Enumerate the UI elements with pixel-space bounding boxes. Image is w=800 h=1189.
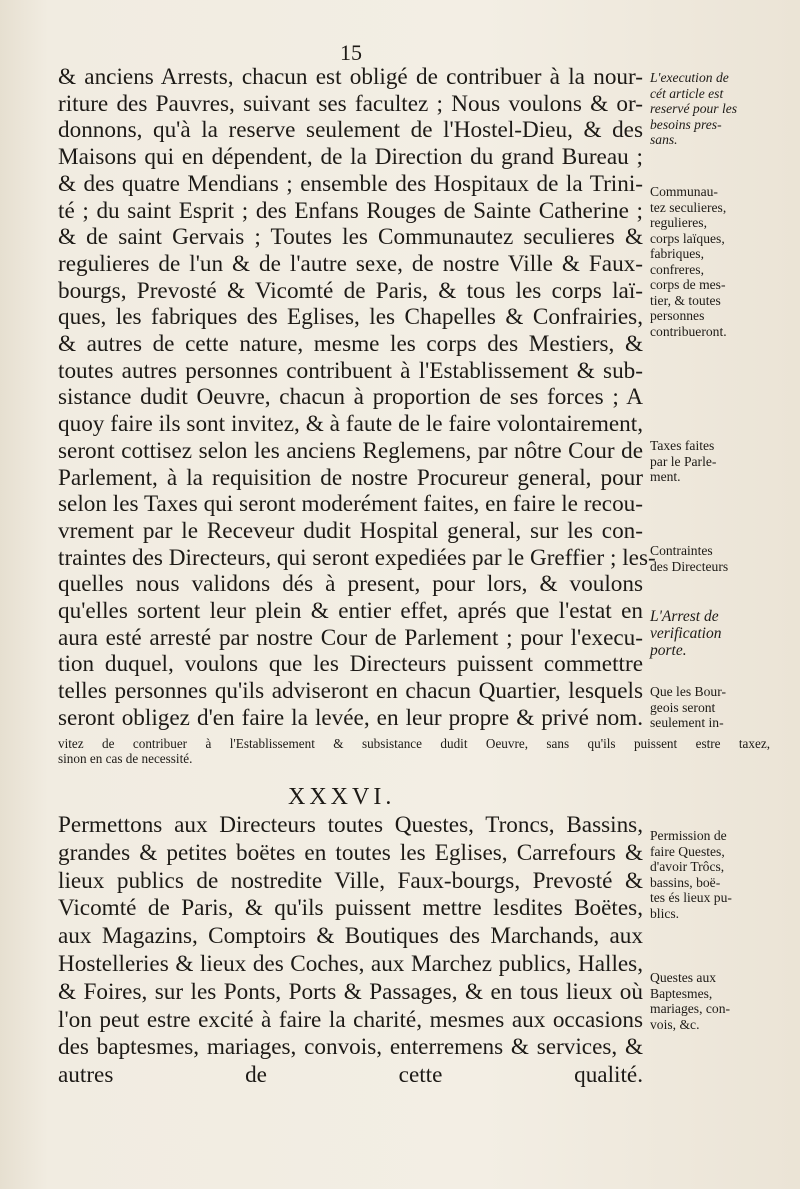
text-line: l'on peut estre excité à faire la charité, mesmes aux occasions — [58, 1006, 643, 1033]
text-line: quoy faire ils sont invitez, & à faute de le faire volontairement, — [58, 411, 643, 438]
text-line: Permettons aux Directeurs toutes Questes, Troncs, Bassins, — [58, 812, 643, 838]
text-line: toutes autres personnes contribuent à l'Establissement & sub- — [58, 357, 643, 384]
paragraph-xxxvi — [58, 812, 643, 1090]
section-heading: XXXVI. — [288, 784, 396, 810]
margin-note: Permission de faire Questes, d'avoir Trôcs, bassins, boë- tes és lieux pu- blics. — [650, 828, 732, 921]
text-line: bourgs, Prevosté & Vicomté de Paris, & tous les corps laï- — [58, 277, 643, 304]
margin-note: Contraintes des Directeurs — [650, 543, 729, 574]
text-line: autres de cette qualité. — [58, 1062, 643, 1089]
text-line: sistance dudit Oeuvre, chacun à proportion de ses forces ; A — [58, 384, 643, 411]
text-line: & Foires, sur les Ponts, Ports & Passages, & en tous lieux où — [58, 978, 643, 1005]
text-line: selon les Taxes qui seront moderément faites, en faire le recou- — [58, 491, 643, 518]
text-line: ques, les fabriques des Eglises, les Chapelles & Confrairies, — [58, 304, 643, 331]
footnote-line: sinon en cas de necessité. — [58, 751, 193, 766]
text-line: vrement par le Receveur dudit Hospital general, sur les con- — [58, 517, 643, 544]
text-line: & anciens Arrests, chacun est obligé de contribuer à la nour- — [58, 64, 643, 90]
text-line: seront cottisez selon les anciens Reglemens, par nôtre Cour de — [58, 437, 643, 464]
text-line: riture des Pauvres, suivant ses facultez ; Nous voulons & or- — [58, 90, 643, 117]
paragraph-xxxv-continued — [58, 64, 656, 732]
text-line: aura esté arresté par nostre Cour de Parlement ; pour l'execu- — [58, 624, 643, 651]
text-line: traintes des Directeurs, qui seront expediées par le Greffier ; les- — [58, 544, 656, 571]
text-line: tion duquel, voulons que les Directeurs puissent commettre — [58, 651, 643, 678]
text-line: té ; du saint Esprit ; des Enfans Rouges de Sainte Catherine ; — [58, 197, 643, 224]
text-line: telles personnes qu'ils adviseront en chacun Quartier, lesquels — [58, 678, 643, 705]
text-line: des baptesmes, mariages, convois, enterremens & services, & — [58, 1034, 643, 1061]
text-line: lieux publics de nostredite Ville, Faux-bourgs, Prevosté & — [58, 867, 643, 894]
text-line: & des quatre Mendians ; ensemble des Hospitaux de la Trini- — [58, 170, 643, 197]
margin-note: L'Arrest de verification porte. — [650, 608, 722, 659]
text-line: & de saint Gervais ; Toutes les Communautez seculieres & — [58, 224, 643, 251]
text-line: aux Magazins, Comptoirs & Boutiques des Marchands, aux — [58, 923, 643, 950]
text-line: Parlement, à la requisition de nostre Procureur general, pour — [58, 464, 643, 491]
margin-note: Taxes faites par le Parle- ment. — [650, 438, 717, 484]
text-line: Vicomté de Paris, & qu'ils puissent mettre lesdites Boëtes, — [58, 895, 643, 922]
text-line: qu'elles sortent leur plein & entier effet, aprés que l'estat en — [58, 598, 643, 625]
text-line: regulieres de l'un & de l'autre sexe, de nostre Ville & Faux- — [58, 250, 643, 277]
text-line: Maisons qui en dépendent, de la Direction du grand Bureau ; — [58, 144, 643, 171]
footnote-line: vitez de contribuer à l'Establissement & subsistance dudit Oeuvre, sans qu'ils puissent estre taxez, — [58, 736, 770, 751]
text-line: seront obligez d'en faire la levée, en leur propre & privé nom. — [58, 704, 643, 731]
footnote — [58, 736, 770, 766]
text-line: Hostelleries & lieux des Coches, aux Marchez publics, Halles, — [58, 950, 643, 977]
text-line: quelles nous validons dés à present, pour lors, & voulons — [58, 571, 643, 598]
text-line: & autres de cette nature, mesme les corps des Mestiers, & — [58, 331, 643, 358]
margin-note: Que les Bour- geois seront seulement in- — [650, 684, 726, 730]
text-line: donnons, qu'à la reserve seulement de l'Hostel-Dieu, & des — [58, 117, 643, 144]
text-line: grandes & petites boëtes en toutes les Eglises, Carrefours & — [58, 839, 643, 866]
margin-note: Communau- tez seculieres, regulieres, corps laïques, fabriques, confreres, corps de mes- tier, & toutes personnes contribueront. — [650, 184, 727, 339]
margin-note: Questes aux Baptesmes, mariages, con- vois, &c. — [650, 970, 731, 1032]
margin-note: L'execution de cét article est reservé pour les besoins pres- sans. — [650, 70, 738, 147]
page-number: 15 — [340, 40, 362, 65]
